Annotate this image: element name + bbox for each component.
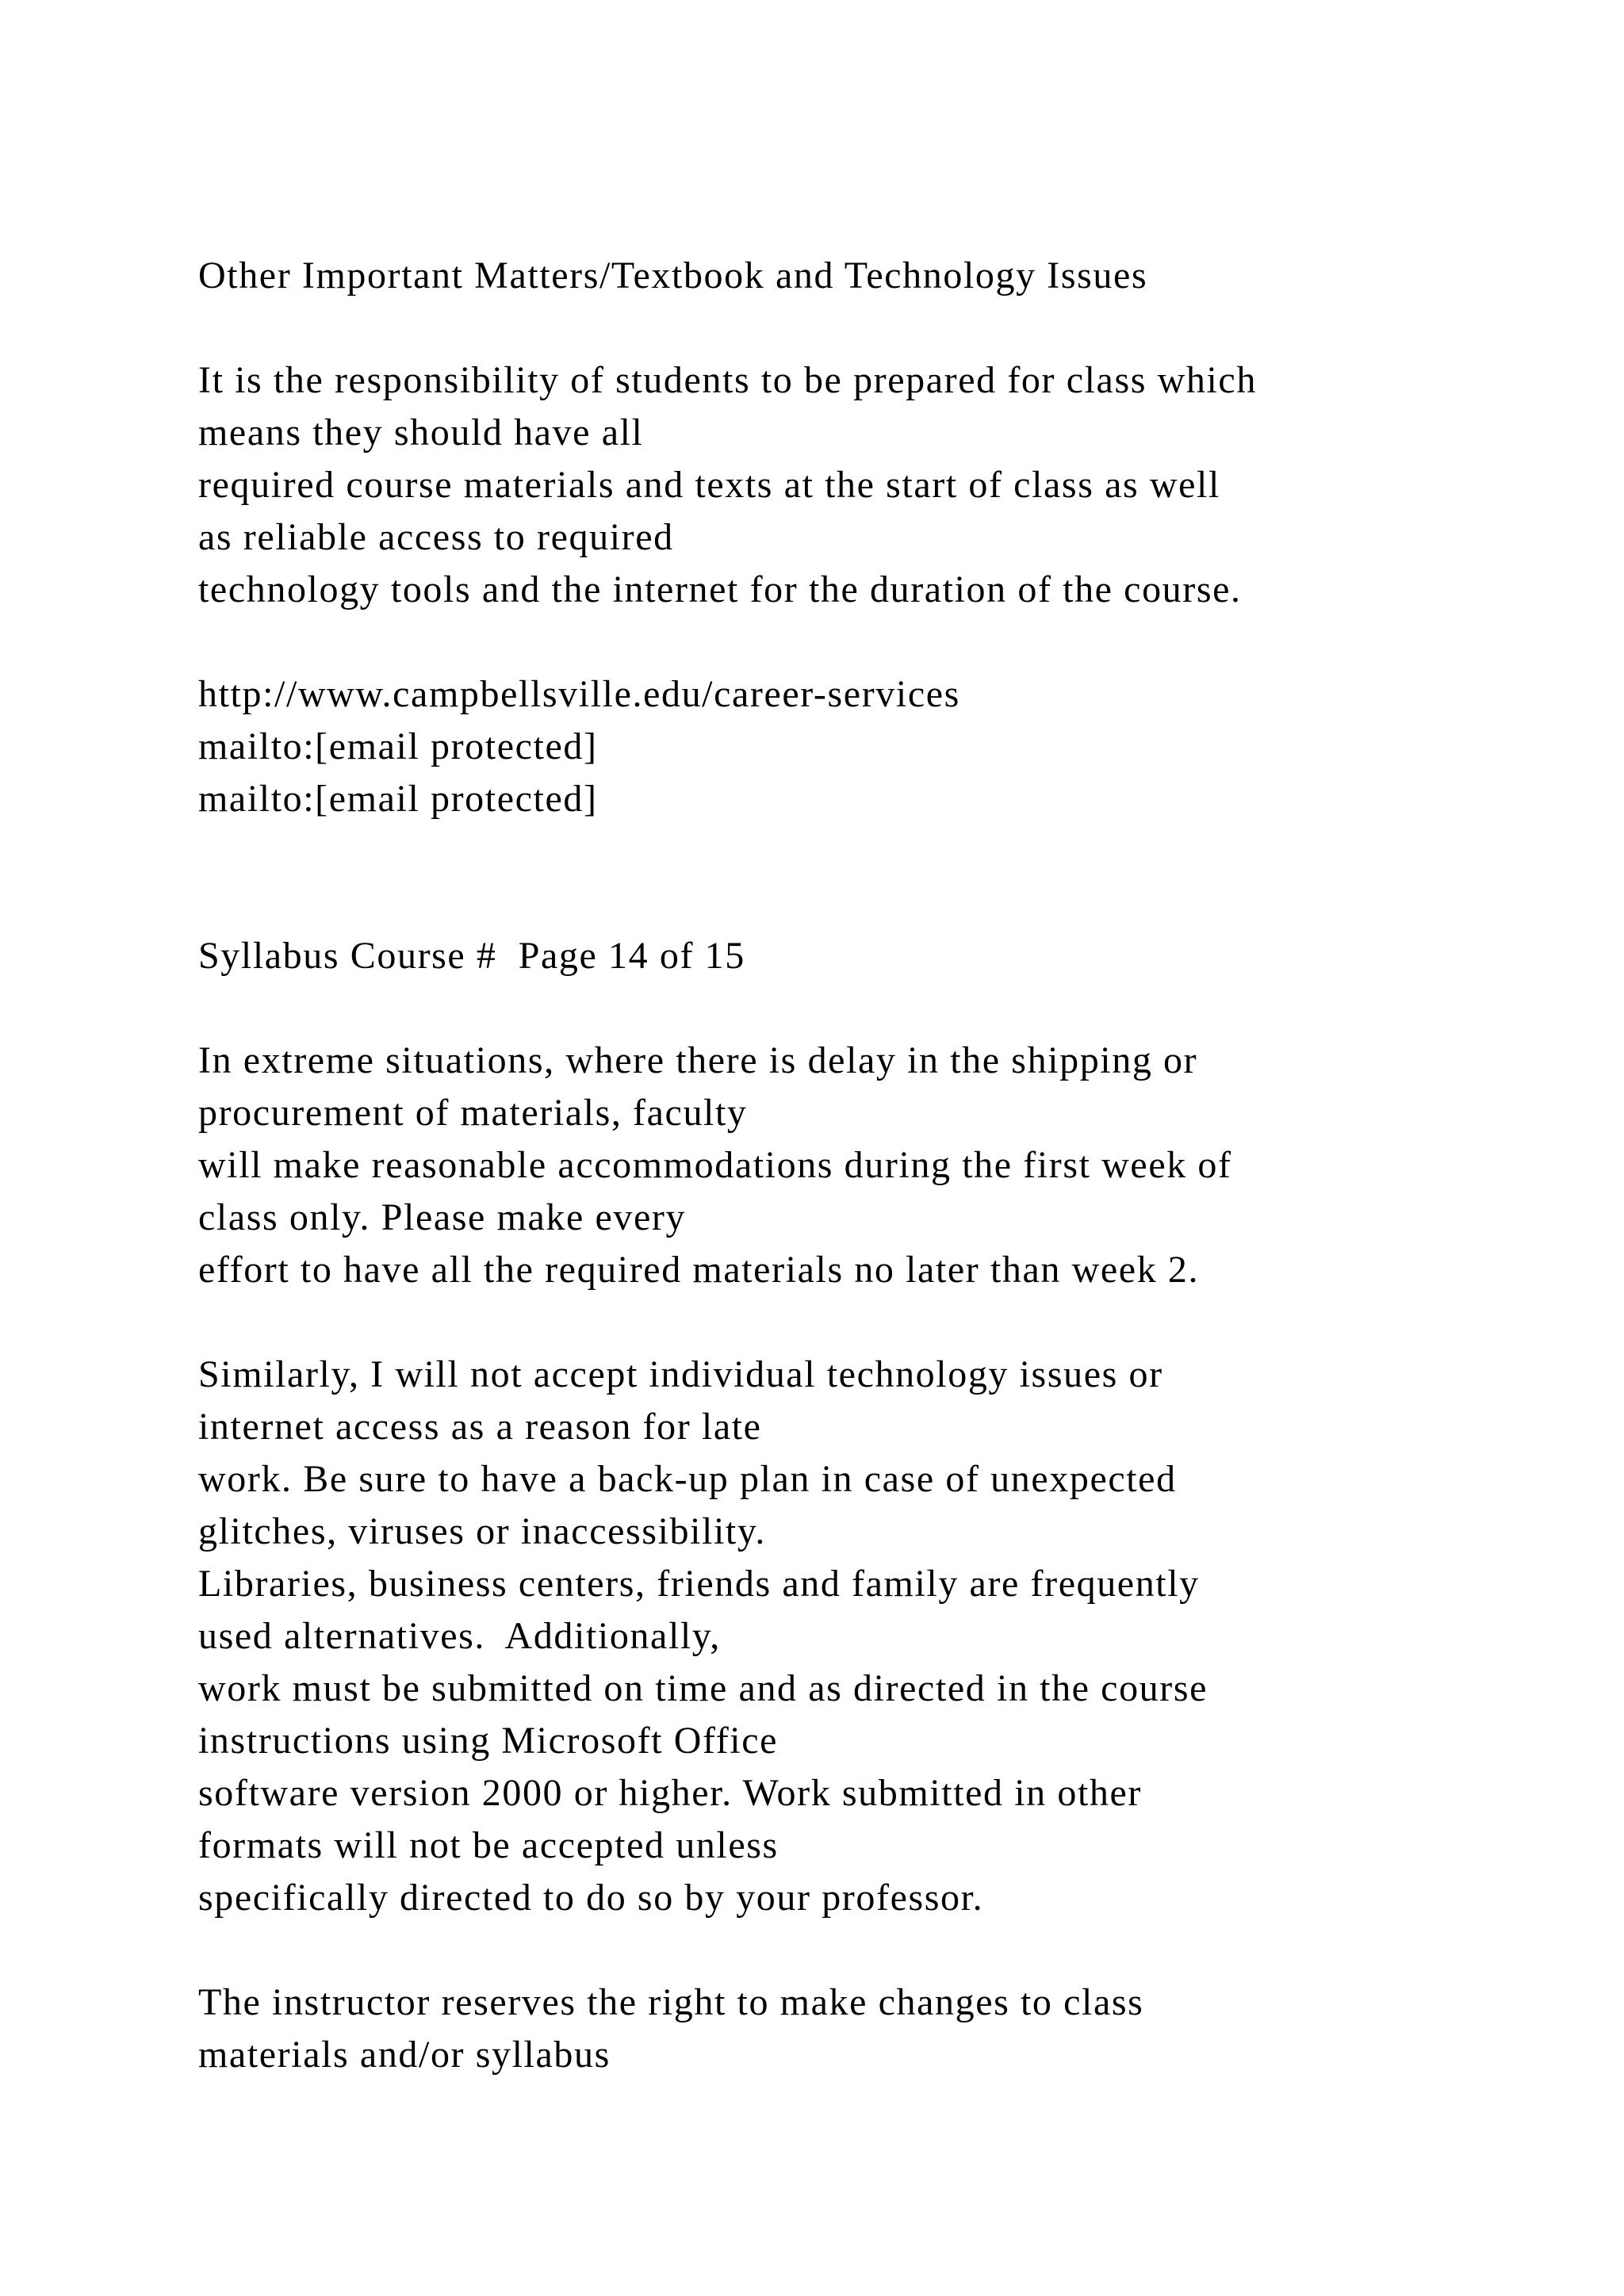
page-footer: Syllabus Course # Page 14 of 15 (198, 935, 745, 977)
paragraph-line: software version 2000 or higher. Work submitted in other (198, 1772, 1142, 1814)
paragraph-line: required course materials and texts at the start of class as well (198, 464, 1220, 506)
paragraph-line: materials and/or syllabus (198, 2034, 611, 2076)
paragraph-line: procurement of materials, faculty (198, 1092, 748, 1134)
paragraph-line: class only. Please make every (198, 1196, 687, 1238)
paragraph-line: work must be submitted on time and as directed in the course (198, 1667, 1208, 1709)
paragraph-line: work. Be sure to have a back-up plan in case of unexpected (198, 1458, 1177, 1500)
paragraph-line: In extreme situations, where there is delay in the shipping or (198, 1039, 1198, 1081)
email-link[interactable]: mailto:[email protected] (198, 725, 598, 767)
career-services-link[interactable]: http://www.campbellsville.edu/career-services (198, 673, 960, 715)
paragraph-line: The instructor reserves the right to make changes to class (198, 1981, 1144, 2023)
paragraph-line: specifically directed to do so by your professor. (198, 1877, 984, 1919)
paragraph-line: internet access as a reason for late (198, 1406, 762, 1448)
paragraph-line: Libraries, business centers, friends and family are frequently (198, 1563, 1200, 1605)
paragraph-line: Similarly, I will not accept individual technology issues or (198, 1353, 1163, 1395)
paragraph-line: effort to have all the required materials no later than week 2. (198, 1249, 1200, 1291)
paragraph-line: glitches, viruses or inaccessibility. (198, 1510, 766, 1552)
paragraph-line: means they should have all (198, 411, 644, 453)
paragraph-line: formats will not be accepted unless (198, 1824, 779, 1866)
paragraph-line: technology tools and the internet for the duration of the course. (198, 568, 1242, 610)
paragraph-line: instructions using Microsoft Office (198, 1720, 779, 1762)
paragraph-line: It is the responsibility of students to be prepared for class which (198, 359, 1257, 401)
paragraph-line: will make reasonable accommodations during the first week of (198, 1144, 1232, 1186)
paragraph-line: used alternatives. Additionally, (198, 1615, 721, 1657)
section-heading: Other Important Matters/Textbook and Technology Issues (198, 254, 1148, 297)
email-link[interactable]: mailto:[email protected] (198, 778, 598, 820)
paragraph-line: as reliable access to required (198, 516, 674, 558)
